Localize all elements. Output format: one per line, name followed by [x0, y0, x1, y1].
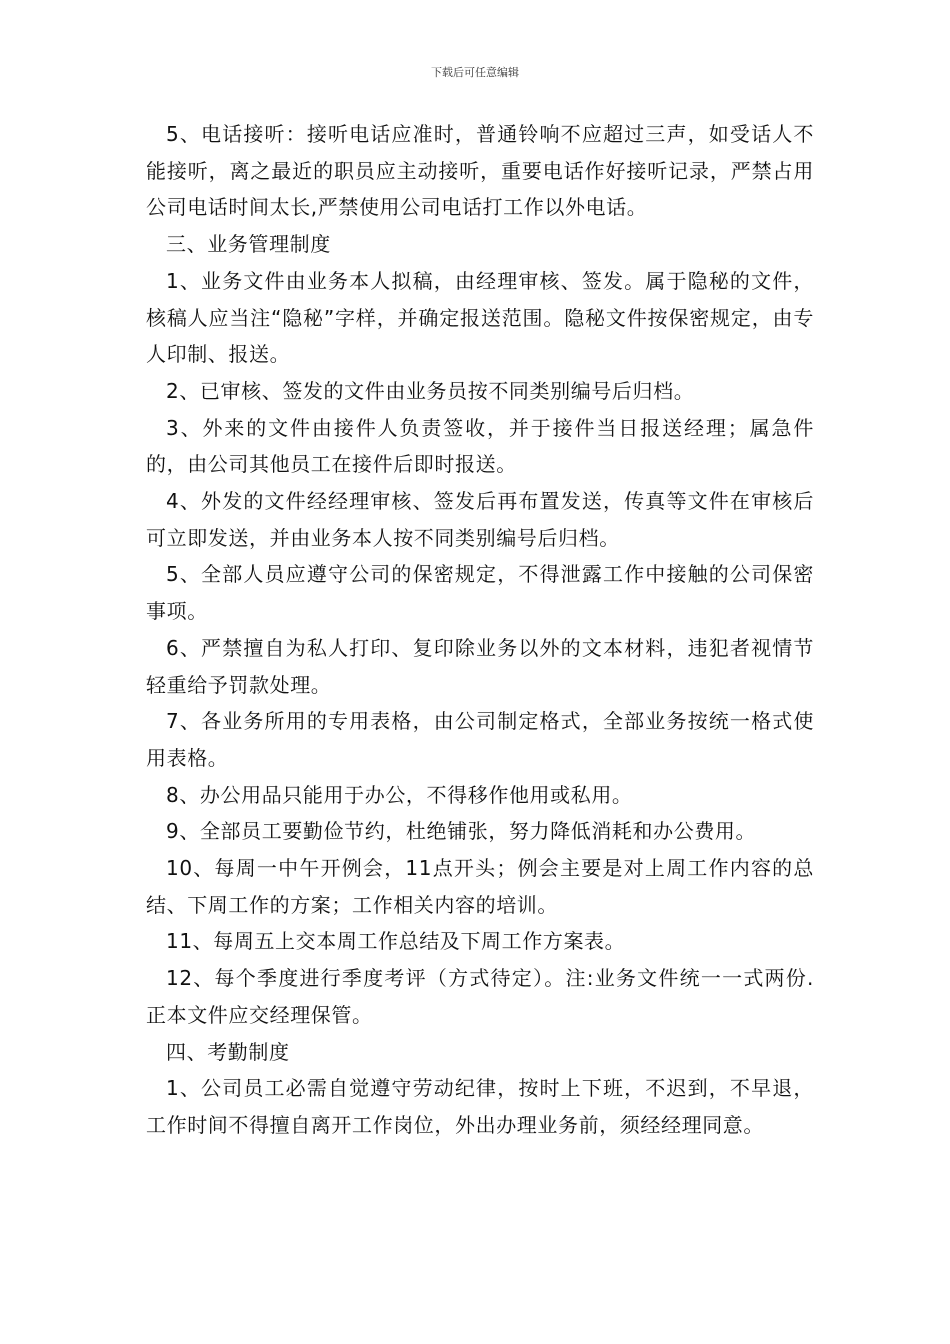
paragraph: 5、电话接听：接听电话应准时，普通铃响不应超过三声，如受话人不能接听，离之最近的职员应主动接听，重要电话作好接听记录，严禁占用公司电话时间太长,严禁使用公司电话打工作以外电话。 — [146, 122, 814, 220]
paragraph: 1、公司员工必需自觉遵守劳动纪律，按时上下班，不迟到，不早退，工作时间不得擅自离开工作岗位，外出办理业务前，须经经理同意。 — [146, 1076, 814, 1137]
paragraph: 1、业务文件由业务本人拟稿，由经理审核、签发。属于隐秘的文件，核稿人应当注“隐秘”字样，并确定报送范围。隐秘文件按保密规定，由专人印制、报送。 — [146, 268, 814, 367]
header-note: 下载后可任意编辑 — [431, 66, 519, 79]
paragraph: 2、已审核、签发的文件由业务员按不同类别编号后归档。 — [166, 378, 695, 403]
paragraph: 10、每周一中午开例会，11点开头；例会主要是对上周工作内容的总结、下周工作的方案；工作相关内容的培训。 — [146, 856, 814, 917]
paragraph: 4、外发的文件经经理审核、签发后再布置发送，传真等文件在审核后可立即发送，并由业务本人按不同类别编号后归档。 — [146, 489, 814, 550]
paragraph: 9、全部员工要勤俭节约，杜绝铺张，努力降低消耗和办公费用。 — [166, 819, 757, 844]
section-heading: 四、考勤制度 — [166, 1039, 290, 1064]
section-heading: 三、业务管理制度 — [166, 232, 331, 257]
paragraph: 5、全部人员应遵守公司的保密规定，不得泄露工作中接触的公司保密事项。 — [146, 562, 814, 624]
paragraph: 3、外来的文件由接件人负责签收，并于接件当日报送经理；属急件的，由公司其他员工在接件后即时报送。 — [146, 415, 814, 477]
paragraph: 7、各业务所用的专用表格，由公司制定格式，全部业务按统一格式使用表格。 — [146, 709, 814, 770]
paragraph: 8、办公用品只能用于办公，不得移作他用或私用。 — [166, 782, 633, 807]
document-body — [146, 116, 814, 1144]
paragraph: 12、每个季度进行季度考评（方式待定）。注:业务文件统一一式两份.正本文件应交经理保管。 — [146, 966, 814, 1027]
paragraph: 11、每周五上交本周工作总结及下周工作方案表。 — [166, 929, 626, 954]
paragraph: 6、严禁擅自为私人打印、复印除业务以外的文本材料，违犯者视情节轻重给予罚款处理。 — [146, 635, 814, 697]
